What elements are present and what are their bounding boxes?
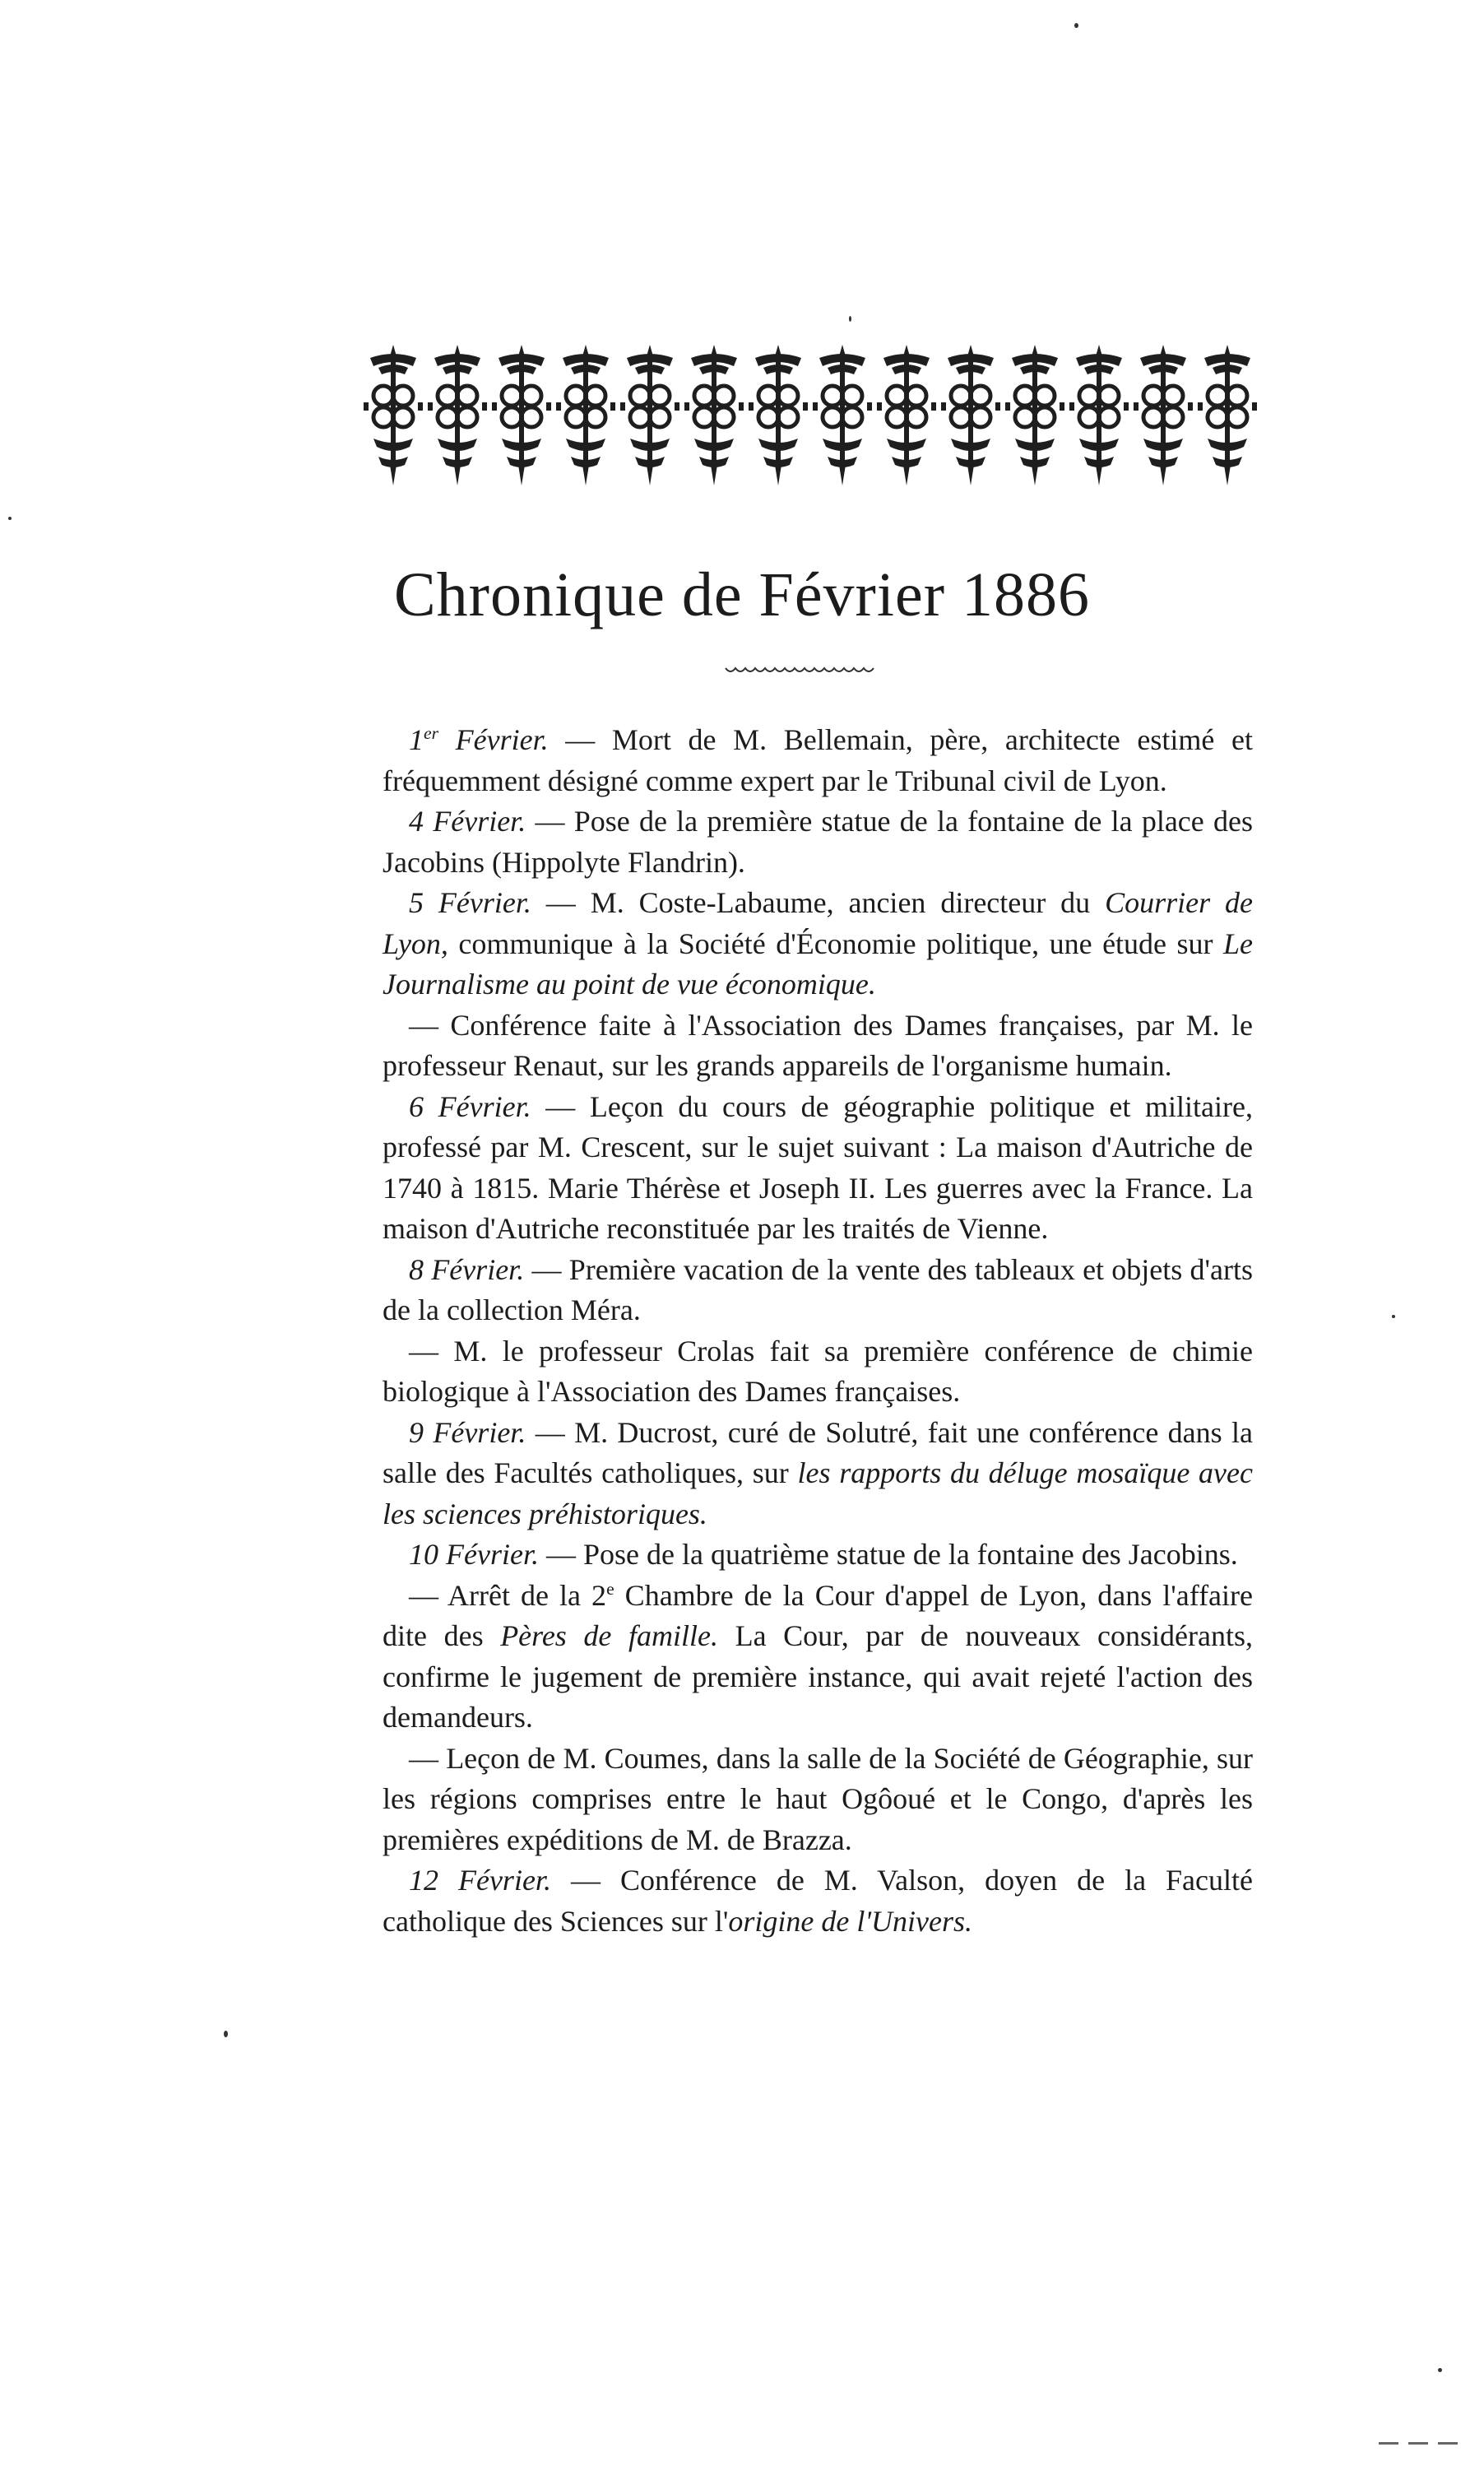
page-speck [1074,23,1078,28]
entry-text: Leçon du cours de géographie politique et militaire, professé par M. Crescent, sur le sujet suivant : La maison d'Autriche de 1740 à 1815. Marie Thérèse et Joseph II. Les guerres avec la France. La maison d'Autriche reconstituée par les traités de Vienne. [383,1089,1253,1245]
entry-dash: — [409,1741,447,1775]
entry-date: 6 Février. [409,1089,531,1123]
chronicle-entry [383,1087,1253,1250]
entry-dash: — [538,1538,583,1571]
entry-italic-text: Pères de famille. [500,1619,718,1652]
entry-italic-text: origine de l'Univers. [728,1904,973,1938]
entry-text: Conférence de M. Valson, doyen de la Faculté catholique des Sciences sur l' [383,1864,1253,1938]
entry-date: 12 Février. [409,1864,551,1897]
entry-text: La Cour, par de nouveaux considérants, confirme le jugement de première instance, qui avait rejeté l'action des demandeurs. [383,1619,1253,1734]
footer-dash [1438,2442,1458,2445]
entry-date: 5 Février. [409,886,531,919]
page-speck [8,517,12,520]
entry-dash: — [524,1252,569,1286]
entry-dash: — [531,1089,590,1123]
entry-date: 4 Février. [409,805,526,838]
entry-date: 8 Février. [409,1252,525,1286]
entry-italic-text: les rapports du déluge mosaïque avec les sciences préhistoriques. [383,1456,1253,1530]
entry-text: M. Coste-Labaume, ancien directeur du [590,886,1106,919]
chronicle-text [383,720,1253,1942]
entry-text: Conférence faite à l'Association des Dames françaises, par M. le professeur Renaut, sur les grands appareils de l'organisme humain. [383,1008,1254,1082]
entry-text: communique à la Société d'Économie politique, une étude sur [448,926,1223,960]
entry-text: Chambre de la Cour d'appel de Lyon, dans l'affaire dite des [383,1578,1254,1652]
entry-text: Leçon de M. Coumes, dans la salle de la Société de Géographie, sur les régions comprises entre le haut Ogôoué et le Congo, d'après les premières expéditions de M. de Brazza. [383,1741,1254,1856]
chronicle-entry [383,1413,1253,1535]
chronicle-entry [383,1331,1253,1413]
entry-dash: — [526,1415,575,1449]
entry-text: Pose de la quatrième statue de la fontaine des Jacobins. [582,1538,1238,1571]
entry-dash: — [550,1864,620,1897]
entry-date: 9 Février. [409,1415,526,1449]
entry-date: 10 Février. [409,1538,539,1571]
chronicle-entry [383,883,1253,1005]
entry-text: e [606,1578,614,1599]
entry-italic-text: Courrier de Lyon, [383,886,1254,960]
chronicle-entry [383,1535,1253,1576]
entry-text: Mort de M. Bellemain, père, architecte estimé et fréquemment désigné comme expert par le Tribunal civil de Lyon. [383,723,1253,797]
entry-dash: — [526,805,574,838]
entry-dash: — [409,1008,451,1042]
entry-dash: — [548,723,612,756]
entry-date: 1er Février. [409,723,549,756]
page-speck [1392,1315,1395,1318]
title-underline-ornament [724,663,880,676]
entry-text: M. Ducrost, curé de Solutré, fait une conférence dans la salle des Facultés catholiques, sur [383,1415,1253,1489]
footer-dash [1408,2442,1428,2445]
entry-text: Première vacation de la vente des tableaux et objets d'arts de la collection Méra. [383,1252,1253,1326]
entry-text: Pose de la première statue de la fontaine de la place des Jacobins (Hippolyte Flandrin). [383,805,1253,879]
chronicle-entry [383,1005,1253,1087]
page-speck [224,2031,228,2037]
entry-dash: — [409,1334,454,1368]
page-speck [1438,2368,1442,2372]
chronicle-entry [383,1860,1253,1942]
chronicle-entry [383,1250,1253,1331]
chronicle-entry [383,801,1253,883]
chronicle-entry [383,720,1253,801]
page-speck [849,316,851,322]
page-title: Chronique de Février 1886 [393,560,1091,629]
chronicle-entry [383,1739,1253,1861]
chronicle-entry [383,1576,1253,1739]
entry-text: Arrêt de la 2 [448,1578,607,1612]
ornament-band [362,337,1267,506]
entry-text: M. le professeur Crolas fait sa première conférence de chimie biologique à l'Association des Dames françaises. [383,1334,1254,1408]
entry-dash: — [531,886,591,919]
entry-italic-text: Le Journalisme au point de vue économique. [383,926,1253,1001]
footer-dash [1379,2442,1398,2445]
entry-dash: — [409,1578,448,1612]
